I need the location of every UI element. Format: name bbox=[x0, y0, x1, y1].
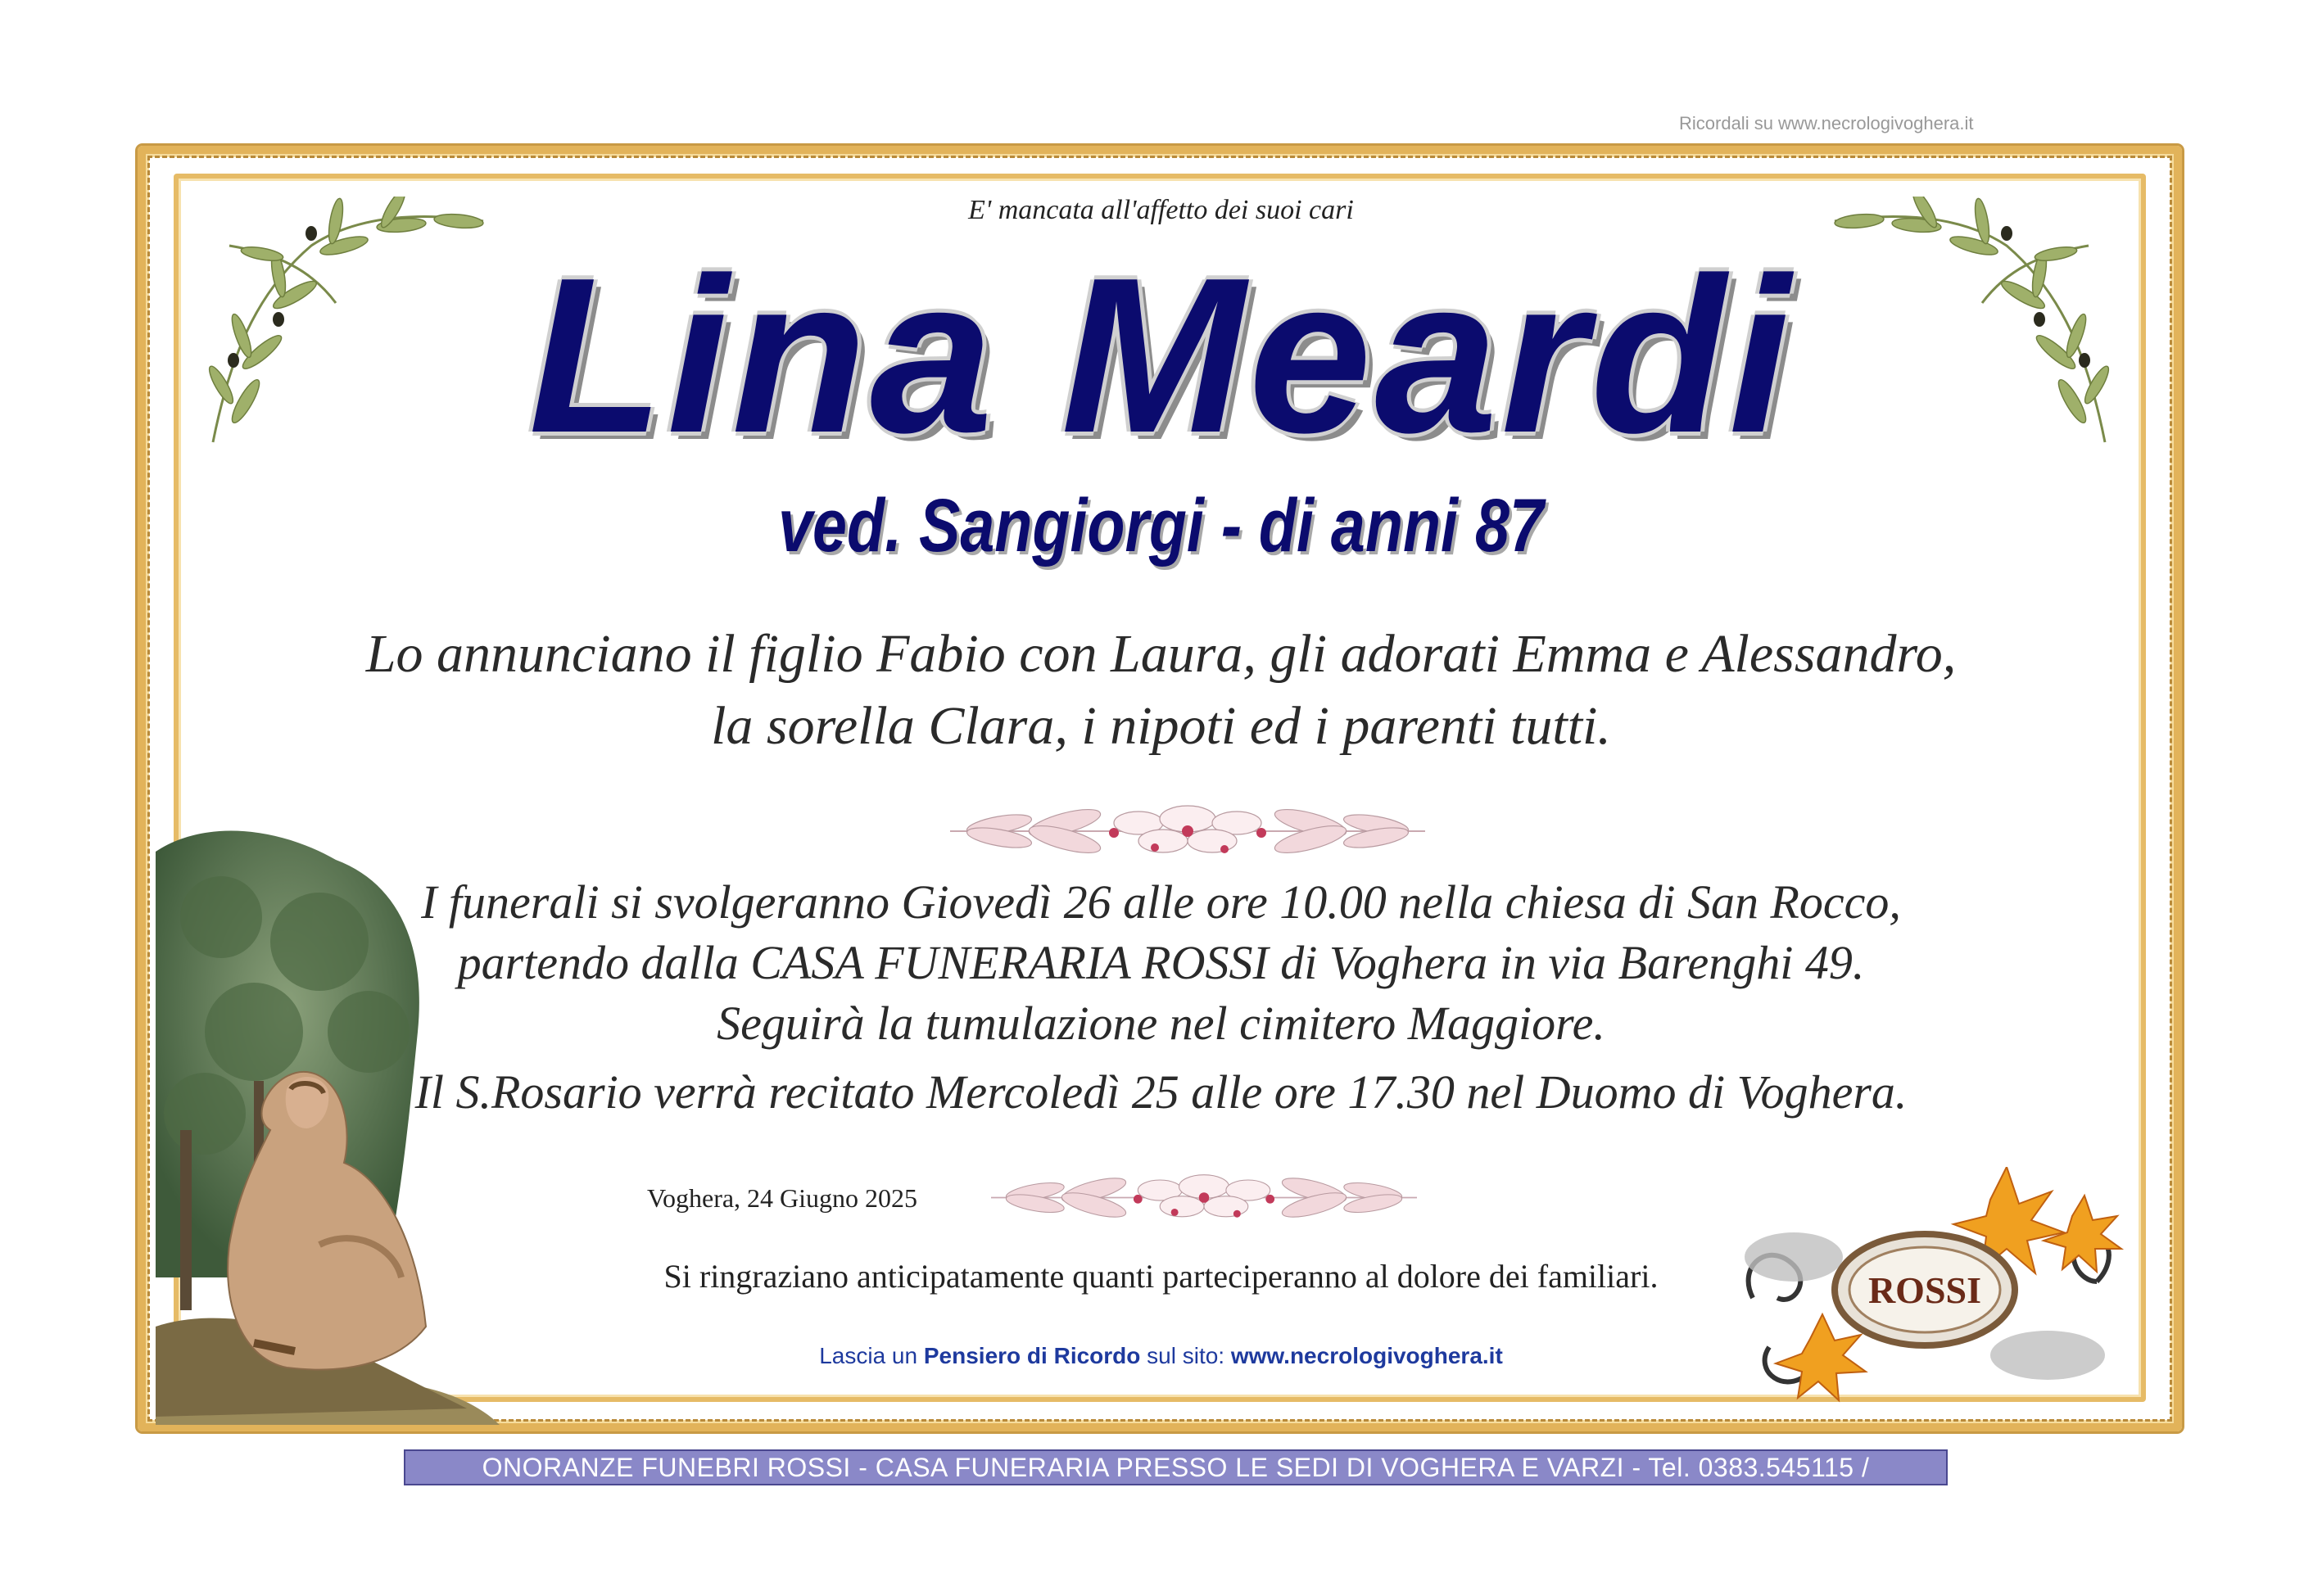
site-link-text[interactable]: Pensiero di Ricordo bbox=[923, 1343, 1141, 1368]
site-url[interactable]: www.necrologivoghera.it bbox=[1230, 1343, 1503, 1368]
rossi-logo-icon bbox=[1720, 1167, 2130, 1413]
site-prefix: Lascia un bbox=[819, 1343, 918, 1368]
announce-line-1: Lo annunciano il figlio Fabio con Laura, gli adorati Emma e Alessandro, bbox=[365, 624, 1957, 684]
flower-divider-icon bbox=[950, 798, 1425, 864]
announcement bbox=[0, 618, 2322, 762]
deceased-name: Lina Meardi bbox=[528, 233, 1794, 479]
funeral-line-2: partendo dalla CASA FUNERARIA ROSSI di Voghera in via Barenghi 49. bbox=[457, 936, 1865, 989]
jesus-garden-image-icon bbox=[156, 819, 500, 1425]
funeral-line-3: Seguirà la tumulazione nel cimitero Maggiore. bbox=[717, 997, 1605, 1050]
flower-divider-2-icon bbox=[991, 1167, 1417, 1228]
logo-text: ROSSI bbox=[1867, 1269, 1982, 1311]
thanks-text: Si ringraziano anticipatamente quanti parteciperanno al dolore dei familiari. bbox=[663, 1258, 1659, 1295]
announce-line-2: la sorella Clara, i nipoti ed i parenti tutti. bbox=[711, 696, 1611, 756]
deceased-subtitle: ved. Sangiorgi - di anni 87 bbox=[778, 484, 1544, 567]
site-middle: sul sito: bbox=[1147, 1343, 1225, 1368]
date-text: Voghera, 24 Giugno 2025 bbox=[647, 1183, 918, 1213]
top-note: Ricordali su www.necrologivoghera.it bbox=[1679, 113, 1974, 133]
footer-bar: ONORANZE FUNEBRI ROSSI - CASA FUNERARIA PRESSO LE SEDI DI VOGHERA E VARZI - Tel. 0383.545115 / 0383.212864 bbox=[404, 1449, 1948, 1485]
intro-text: E' mancata all'affetto dei suoi cari bbox=[968, 195, 1354, 225]
rosary-text: Il S.Rosario verrà recitato Mercoledì 25 alle ore 17.30 nel Duomo di Voghera. bbox=[414, 1065, 1908, 1119]
funeral-line-1: I funerali si svolgeranno Giovedì 26 alle ore 10.00 nella chiesa di San Rocco, bbox=[421, 875, 1901, 929]
